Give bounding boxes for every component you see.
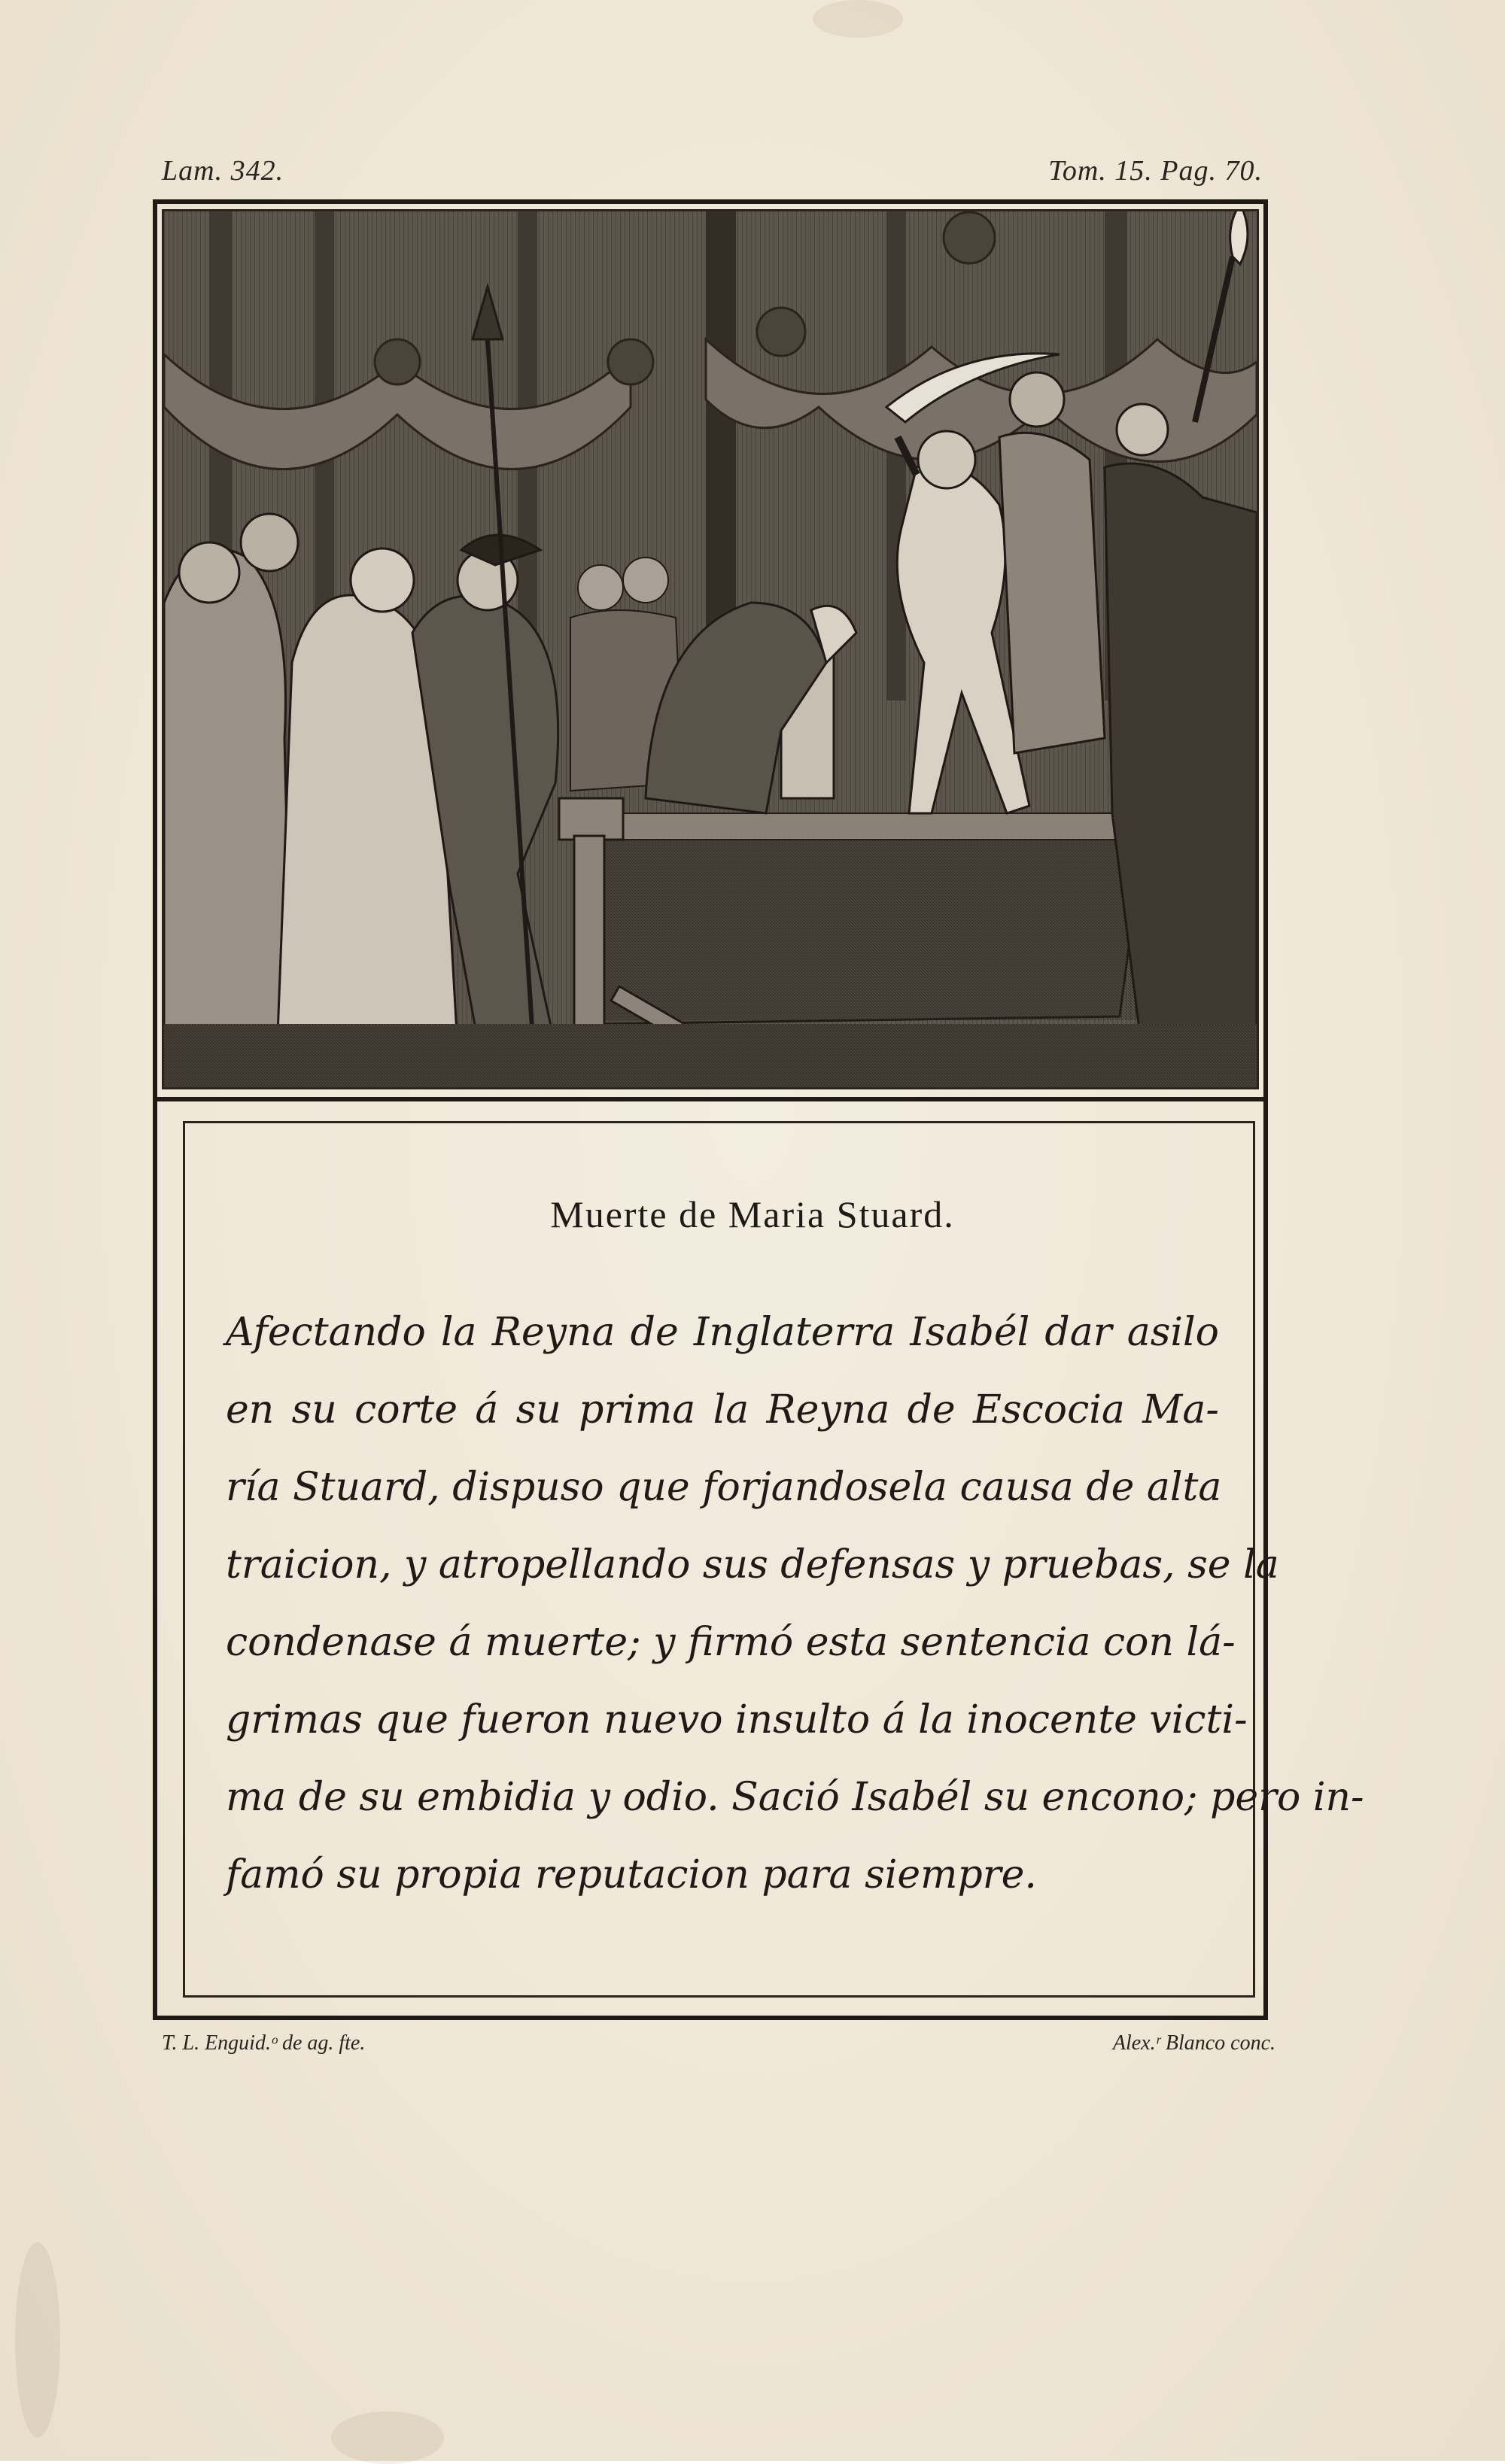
paper-stain [331, 2411, 444, 2464]
scaffold [585, 813, 1142, 1024]
caption-line: en su corte á su prima la Reyna de Escocia Ma- [226, 1387, 1219, 1433]
plate-number: Lam. 342. [162, 155, 284, 187]
caption-body [226, 1294, 1364, 1914]
caption-line: grimas que fueron nuevo insulto á la inocente victi- [226, 1697, 1248, 1742]
plate-divider [153, 1097, 1268, 1101]
caption-line: condenase á muerte; y firmó esta sentencia con lá- [226, 1620, 1236, 1665]
paper-stain [15, 2242, 60, 2438]
engraving-illustration [162, 209, 1259, 1089]
caption-title: Muerte de Maria Stuard. [550, 1193, 955, 1235]
caption-line: ma de su embidia y odio. Sació Isabél su encono; pero in- [226, 1775, 1364, 1820]
caption-line: ría Stuard, dispuso que forjandosela causa de alta [226, 1465, 1222, 1510]
caption-line: famó su propia reputacion para siempre. [226, 1852, 1037, 1897]
finisher-credit: Alex.ʳ Blanco conc. [1112, 2031, 1275, 2055]
caption-line: Afectando la Reyna de Inglaterra Isabél dar asilo [226, 1310, 1219, 1355]
paper-stain [813, 0, 903, 38]
volume-page-reference: Tom. 15. Pag. 70. [1048, 155, 1263, 187]
caption-line: traicion, y atropellando sus defensas y pruebas, se la [226, 1542, 1279, 1587]
engraver-credit: T. L. Enguid.ᵒ de ag. fte. [162, 2031, 366, 2055]
